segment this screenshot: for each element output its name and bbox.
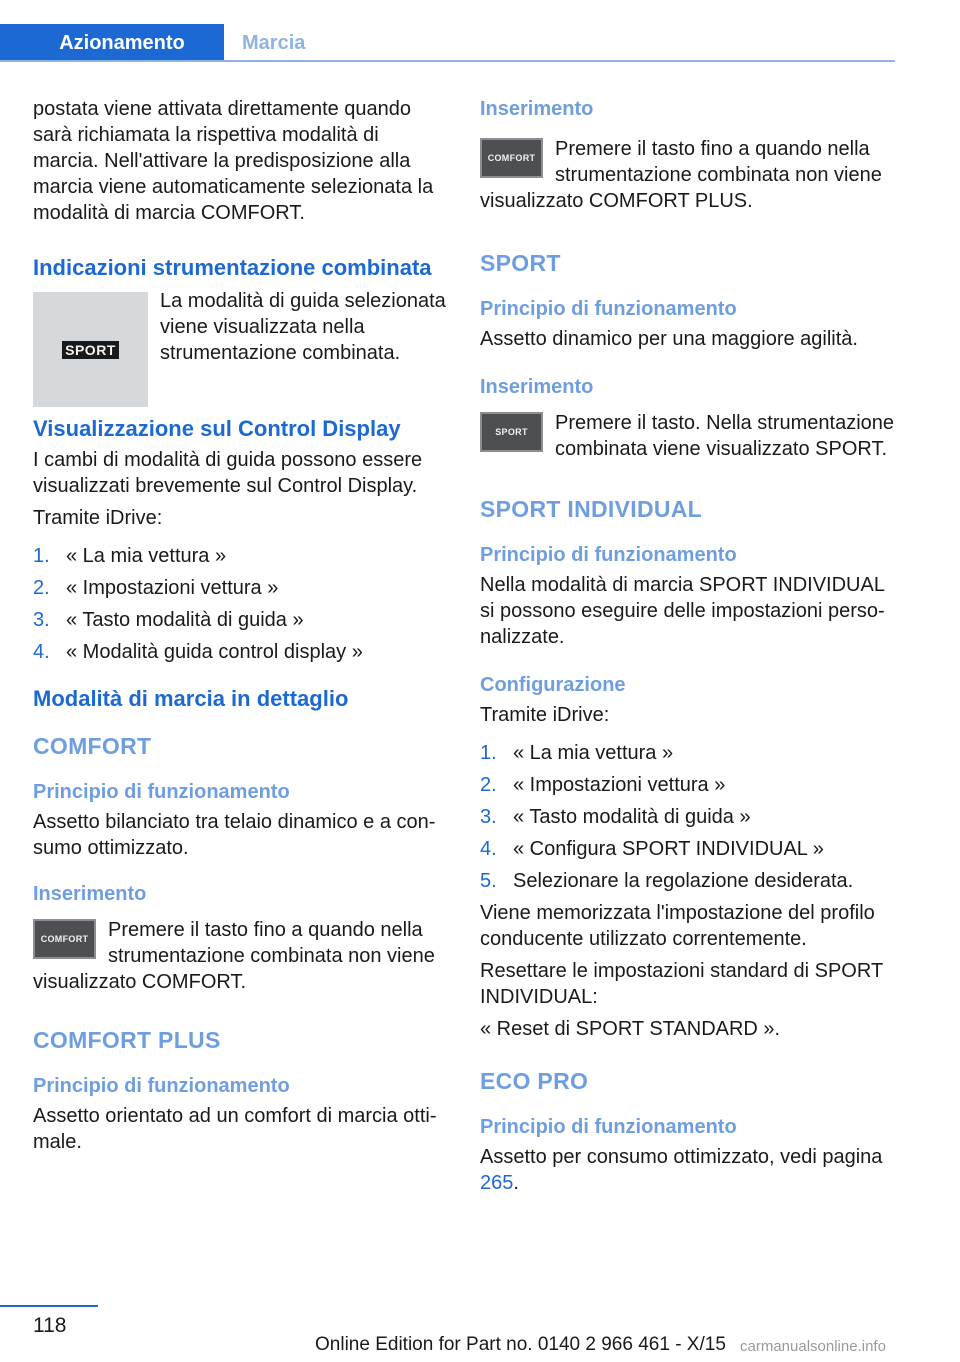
sport-principle-text: Assetto dinamico per una maggiore agilità. <box>480 328 858 350</box>
si-saved-text: Viene memorizzata l'impostazione del profilo conducente utilizzato correntemente. <box>480 902 875 950</box>
list-item: 5. Selezionare la regolazione desiderata. <box>480 870 854 892</box>
idrive-steps <box>33 543 448 665</box>
tab-azionamento[interactable]: Azionamento <box>0 24 224 62</box>
si-idrive-steps <box>480 740 895 894</box>
control-display-text: I cambi di modalità di guida possono essere visualizzati brevemente sul Control Display. <box>33 449 423 497</box>
edition-footer: Online Edition for Part no. 0140 2 966 461 - X/15 <box>315 1334 726 1355</box>
heading-comfort-plus: COMFORT PLUS <box>33 1027 221 1053</box>
eco-pro-principle-text: Assetto per consumo ottimizzato, vedi pagina 265. <box>480 1146 883 1194</box>
sport-insert-text: Premere il tasto. Nella strumentazione combinata viene visualizzato SPORT. <box>555 412 895 460</box>
tab-marcia[interactable]: Marcia <box>242 31 306 54</box>
heading-eco-pro-principle: Principio di funzionamento <box>480 1116 737 1138</box>
header-bar <box>0 0 895 62</box>
comfort-plus-button-image: COMFORT <box>480 138 543 178</box>
list-item: 2. « Impostazioni vettura » <box>33 577 279 599</box>
watermark: carmanualsonline.info <box>740 1338 886 1355</box>
comfort-insert-text: Premere il tasto fino a quando nella strumentazione combinata non viene visualizzato COMFORT. <box>33 919 435 993</box>
page-number-rule <box>0 1305 98 1307</box>
si-idrive-intro: Tramite iDrive: <box>480 704 610 726</box>
idrive-intro: Tramite iDrive: <box>33 507 163 529</box>
list-item: 1. « La mia vettura » <box>33 545 227 567</box>
heading-combined-display: Indicazioni strumentazione combinata <box>33 255 432 280</box>
combined-display-text: La modalità di guida selezionata viene visualizzata nella strumentazione combinata. <box>160 290 446 364</box>
list-item: 1. « La mia vettura » <box>480 742 674 764</box>
list-item: 4. « Modalità guida control display » <box>33 641 363 663</box>
sport-badge: SPORT <box>62 341 119 359</box>
heading-sport-individual: SPORT INDIVIDUAL <box>480 496 703 522</box>
heading-driving-modes-detail: Modalità di marcia in dettaglio <box>33 686 349 711</box>
heading-control-display: Visualizzazione sul Control Display <box>33 416 401 441</box>
list-item: 3. « Tasto modalità di guida » <box>480 806 751 828</box>
heading-sport-principle: Principio di funzionamento <box>480 298 737 320</box>
comfort-plus-principle-text: Assetto orientato ad un comfort di marcia ottimale. <box>33 1105 437 1153</box>
heading-comfort: COMFORT <box>33 733 152 759</box>
left-column <box>33 96 448 1155</box>
comfort-button-image: COMFORT <box>33 919 96 959</box>
heading-sport-individual-principle: Principio di funzionamento <box>480 544 737 566</box>
list-item: 4. « Configura SPORT INDIVIDUAL » <box>480 838 824 860</box>
intro-paragraph: postata viene attivata direttamente quando sarà richiamata la rispettiva modalità di marcia. Nell'attivare la predisposizione alla marcia viene automaticamente selezionata la modalità di marcia COMFORT. <box>33 98 434 224</box>
heading-comfort-plus-principle: Principio di funzionamento <box>33 1075 290 1097</box>
list-item: 2. « Impostazioni vettura » <box>480 774 726 796</box>
heading-comfort-plus-insert: Inserimento <box>480 98 594 120</box>
sport-button-image: SPORT <box>480 412 543 452</box>
heading-comfort-principle: Principio di funzionamento <box>33 781 290 803</box>
header-divider <box>0 60 895 62</box>
heading-eco-pro: ECO PRO <box>480 1068 589 1094</box>
page-reference-link[interactable]: 265 <box>480 1172 514 1194</box>
right-column <box>480 96 895 1196</box>
list-item: 3. « Tasto modalità di guida » <box>33 609 304 631</box>
sport-individual-principle-text: Nella modalità di marcia SPORT INDIVIDUAL si possono eseguire delle impostazioni personalizzate. <box>480 574 885 648</box>
si-reset-text: « Reset di SPORT STANDARD ». <box>480 1018 781 1040</box>
heading-sport: SPORT <box>480 250 561 276</box>
heading-configuration: Configurazione <box>480 674 626 696</box>
sport-display-image <box>33 292 148 407</box>
page-number: 118 <box>33 1314 67 1337</box>
si-reset-intro: Resettare le impostazioni standard di SPORT INDIVIDUAL: <box>480 960 883 1008</box>
comfort-plus-insert-text: Premere il tasto fino a quando nella strumentazione combinata non viene visualizzato COMFORT PLUS. <box>480 138 882 212</box>
heading-sport-insert: Inserimento <box>480 376 594 398</box>
heading-comfort-insert: Inserimento <box>33 883 147 905</box>
comfort-principle-text: Assetto bilanciato tra telaio dinamico e a consumo ottimizzato. <box>33 811 436 859</box>
